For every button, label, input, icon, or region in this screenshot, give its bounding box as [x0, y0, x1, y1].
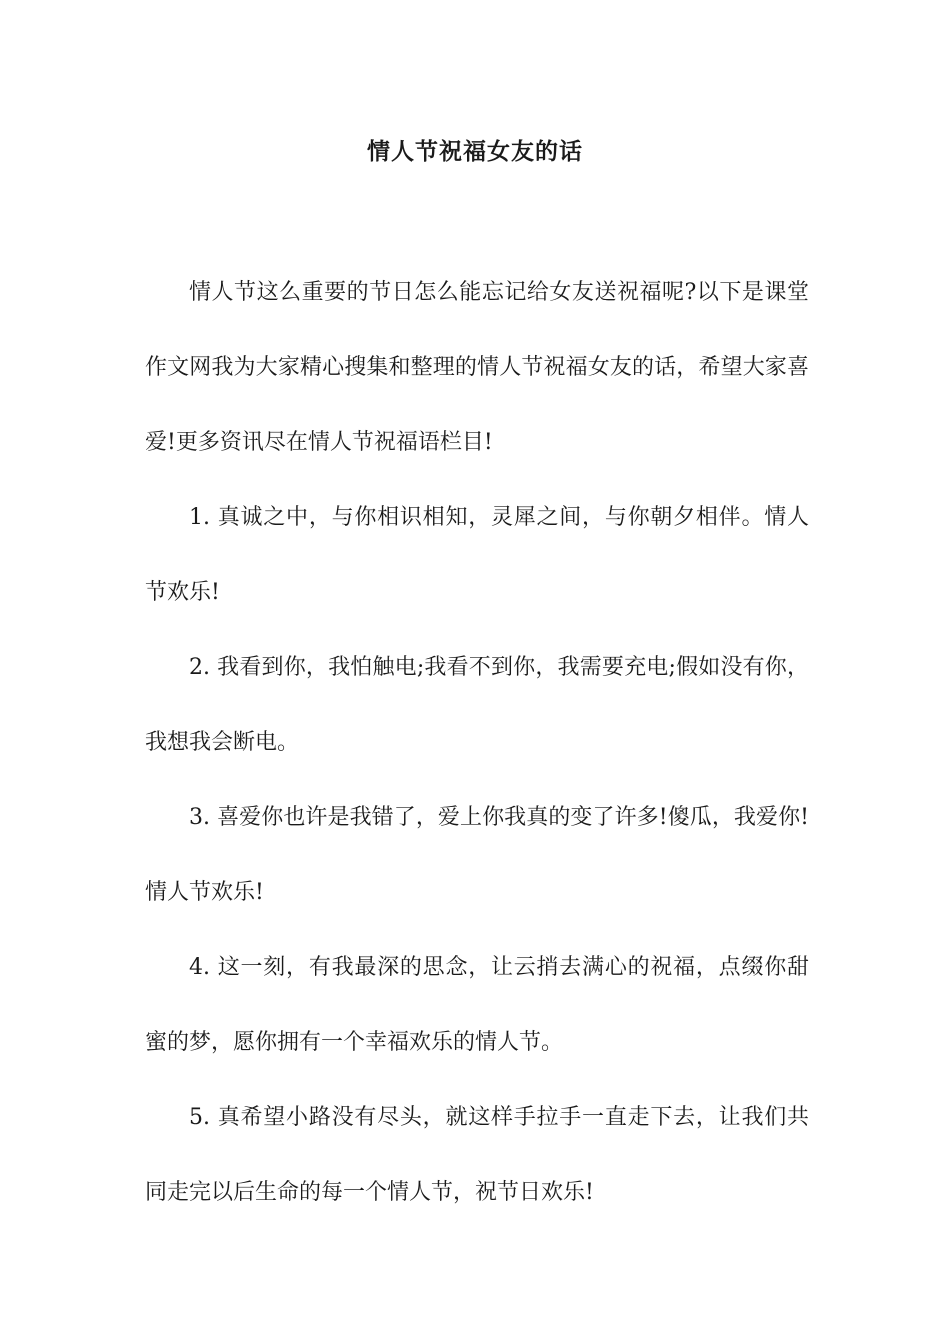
wish-item-4: 4. 这一刻，有我最深的思念，让云捎去满心的祝福，点缀你甜蜜的梦，愿你拥有一个幸福欢乐的情人节。 — [145, 955, 809, 1055]
document-body — [145, 255, 809, 1230]
wish-item-1: 1. 真诚之中，与你相识相知，灵犀之间，与你朝夕相伴。情人节欢乐! — [145, 505, 809, 605]
document-title: 情人节祝福女友的话 — [367, 138, 583, 165]
wish-item-2: 2. 我看到你，我怕触电;我看不到你，我需要充电;假如没有你，我想我会断电。 — [145, 655, 809, 755]
wish-item-5: 5. 真希望小路没有尽头，就这样手拉手一直走下去，让我们共同走完以后生命的每一个情人节，祝节日欢乐! — [145, 1105, 809, 1205]
intro-paragraph: 情人节这么重要的节日怎么能忘记给女友送祝福呢?以下是课堂作文网我为大家精心搜集和整理的情人节祝福女友的话，希望大家喜爱!更多资讯尽在情人节祝福语栏目! — [145, 280, 809, 455]
wish-item-3: 3. 喜爱你也许是我错了，爱上你我真的变了许多!傻瓜，我爱你!情人节欢乐! — [145, 805, 809, 905]
